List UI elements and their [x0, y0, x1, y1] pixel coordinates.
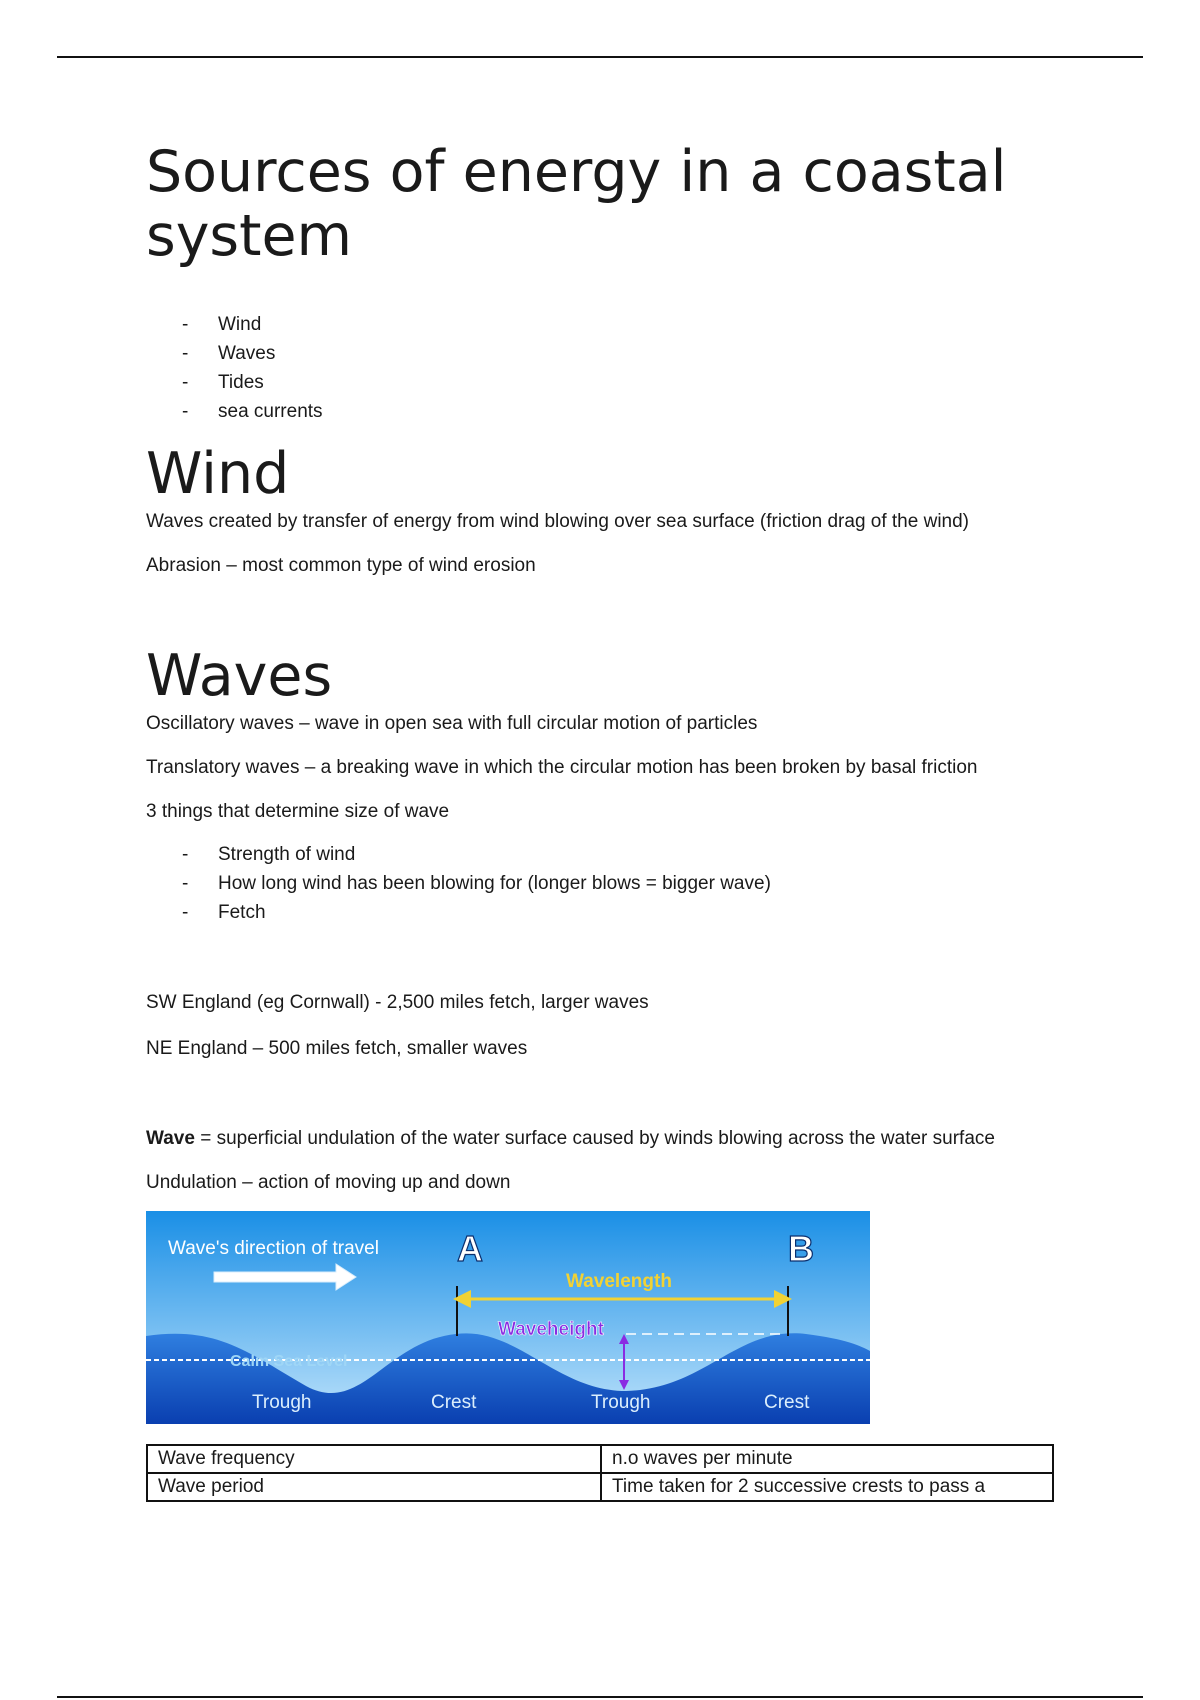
list-item: - sea currents	[182, 397, 1066, 426]
list-item: - Wind	[182, 310, 1066, 339]
sources-list	[146, 310, 1066, 426]
footer-rule	[57, 1696, 1143, 1698]
translatory-paragraph: Translatory waves – a breaking wave in which the circular motion has been broken by basal friction	[146, 757, 978, 778]
list-item: - Waves	[182, 339, 1066, 368]
crest-label: Crest	[431, 1392, 477, 1413]
size-factors-list	[146, 840, 1066, 927]
point-a-label: A	[457, 1228, 483, 1269]
table-row	[147, 1473, 1053, 1501]
wave-term: Wave	[146, 1128, 195, 1149]
list-item: - How long wind has been blowing for (longer blows = bigger wave)	[182, 869, 1066, 898]
header-rule	[57, 56, 1143, 58]
oscillatory-paragraph: Oscillatory waves – wave in open sea with full circular motion of particles	[146, 713, 758, 734]
wave-definition	[146, 1125, 1066, 1153]
point-b-label: B	[788, 1228, 814, 1269]
crest-label: Crest	[764, 1392, 810, 1413]
table-cell: Time taken for 2 successive crests to pass a	[601, 1473, 1053, 1501]
undulation-paragraph: Undulation – action of moving up and down	[146, 1172, 511, 1193]
wave-diagram	[146, 1211, 870, 1424]
direction-label: Wave's direction of travel	[168, 1238, 379, 1259]
wind-heading: Wind	[146, 441, 290, 507]
document-body	[146, 140, 1066, 1502]
page-title: Sources of energy in a coastal system	[146, 139, 1007, 269]
wind-paragraph: Waves created by transfer of energy from wind blowing over sea surface (friction drag of the wind)	[146, 511, 970, 532]
list-item: - Strength of wind	[182, 840, 1066, 869]
calm-sea-level-label: Calm Sea Level	[230, 1353, 348, 1370]
table-cell: n.o waves per minute	[601, 1445, 1053, 1473]
wavelength-label: Wavelength	[566, 1271, 672, 1292]
size-intro-paragraph: 3 things that determine size of wave	[146, 801, 450, 822]
trough-label: Trough	[591, 1392, 651, 1413]
trough-label: Trough	[252, 1392, 312, 1413]
table-row	[147, 1445, 1053, 1473]
ne-england-paragraph: NE England – 500 miles fetch, smaller waves	[146, 1038, 528, 1059]
waves-heading: Waves	[146, 643, 333, 709]
wind-paragraph: Abrasion – most common type of wind erosion	[146, 555, 536, 576]
wave-definition-text: = superficial undulation of the water surface caused by winds blowing across the water surface	[194, 1128, 995, 1149]
sw-england-paragraph: SW England (eg Cornwall) - 2,500 miles fetch, larger waves	[146, 992, 649, 1013]
table-cell: Wave frequency	[147, 1445, 601, 1473]
wave-diagram-svg	[146, 1211, 870, 1424]
wave-terms-table	[146, 1444, 1054, 1502]
waveheight-label: Waveheight	[498, 1319, 604, 1340]
list-item: - Fetch	[182, 898, 1066, 927]
list-item: - Tides	[182, 368, 1066, 397]
table-cell: Wave period	[147, 1473, 601, 1501]
